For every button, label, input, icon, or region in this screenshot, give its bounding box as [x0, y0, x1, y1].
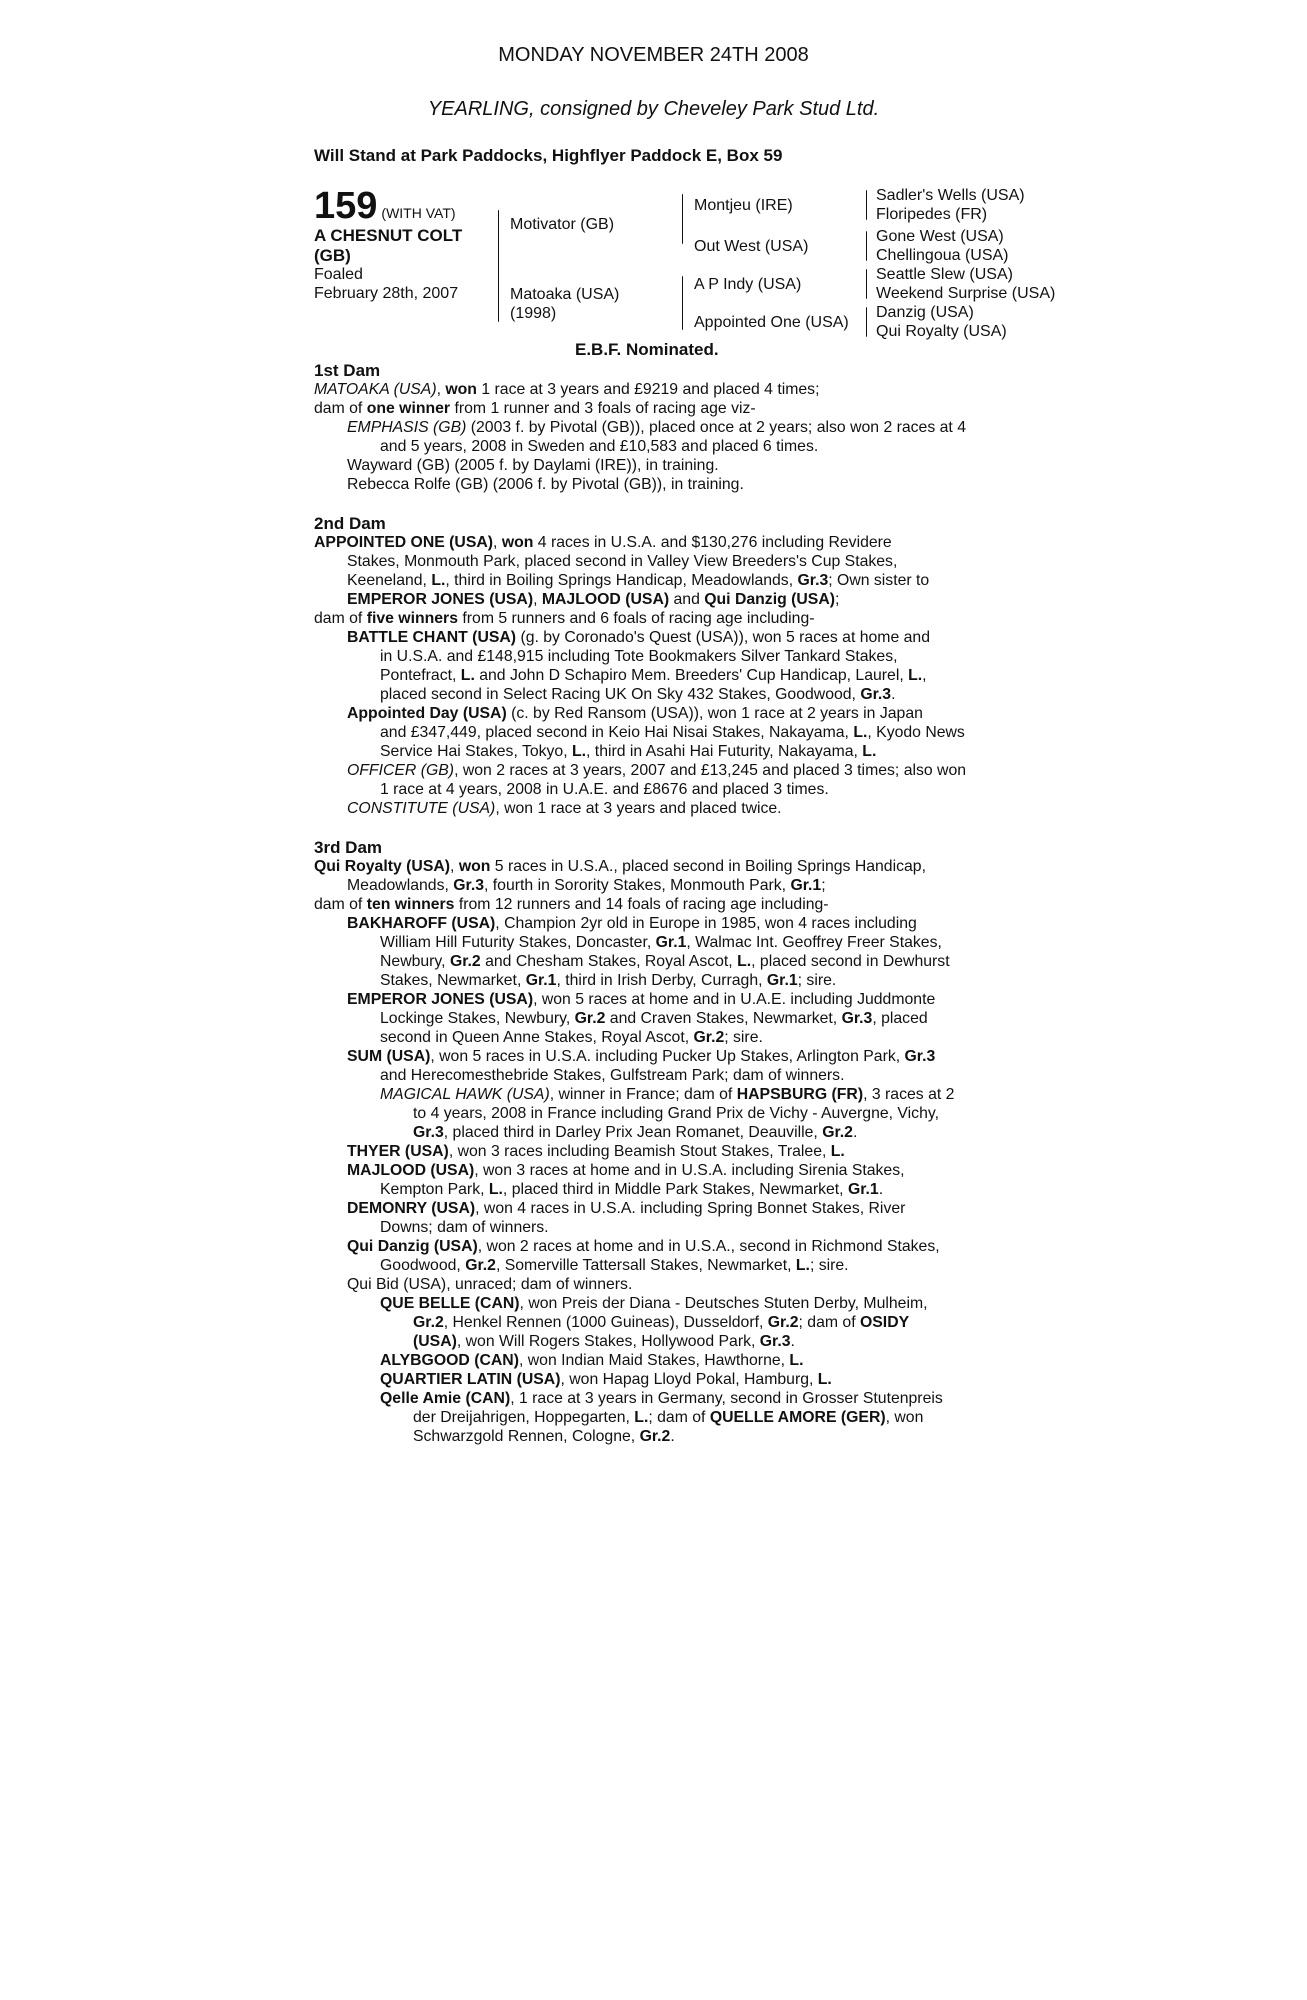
- lot-description-2: (GB): [314, 246, 351, 265]
- brace-g3: [866, 269, 867, 299]
- first-dam-line: [347, 475, 744, 494]
- pedigree-g8: Qui Royalty (USA): [876, 323, 1007, 340]
- ebf-note: E.B.F. Nominated.: [575, 340, 719, 359]
- third-dam-line: Qui Danzig (USA), won 2 races at home and in U.S.A., second in Richmond Stakes,: [347, 1238, 940, 1255]
- brace-parents: [498, 210, 499, 322]
- third-dam-line: and Herecomesthebride Stakes, Gulfstream Park; dam of winners.: [380, 1067, 845, 1084]
- third-dam-line: Meadowlands, Gr.3, fourth in Sorority Stakes, Monmouth Park, Gr.1;: [347, 877, 826, 894]
- third-dam-line: Schwarzgold Rennen, Cologne, Gr.2.: [413, 1428, 675, 1445]
- consignor-line: YEARLING, consigned by Cheveley Park Stud Ltd.: [427, 98, 880, 120]
- second-dam-line: in U.S.A. and £148,915 including Tote Bookmakers Silver Tankard Stakes,: [380, 648, 898, 665]
- first-dam-title: 1st Dam: [314, 361, 381, 380]
- third-dam-line: Newbury, Gr.2 and Chesham Stakes, Royal Ascot, L., placed second in Dewhurst: [380, 953, 950, 970]
- third-dam-line: der Dreijahrigen, Hoppegarten, L.; dam of QUELLE AMORE (GER), won: [413, 1409, 924, 1426]
- third-dam-line: MAGICAL HAWK (USA), winner in France; dam of HAPSBURG (FR), 3 races at 2: [380, 1086, 955, 1103]
- text: (2003 f. by Pivotal (GB)), placed once at 2 years; also won 2 races at 4: [466, 419, 966, 436]
- pedigree-g1: Sadler's Wells (USA): [876, 187, 1025, 204]
- third-dam-title: 3rd Dam: [314, 838, 383, 857]
- second-dam-line: EMPEROR JONES (USA), MAJLOOD (USA) and Qui Danzig (USA);: [347, 591, 840, 608]
- pedigree-sire: Motivator (GB): [510, 216, 615, 233]
- brace-dam-parents: [682, 276, 683, 330]
- brace-sire-parents: [682, 194, 683, 244]
- pedigree-sire-sire: Montjeu (IRE): [694, 197, 793, 214]
- second-dam-line: Service Hai Stakes, Tokyo, L., third in Asahi Hai Futurity, Nakayama, L.: [380, 743, 877, 760]
- second-dam-line: placed second in Select Racing UK On Sky 432 Stakes, Goodwood, Gr.3.: [380, 686, 896, 703]
- third-dam-line: dam of ten winners from 12 runners and 14 foals of racing age including-: [314, 896, 829, 913]
- text-bold: won: [445, 381, 477, 398]
- second-dam-line: Stakes, Monmouth Park, placed second in Valley View Breeders's Cup Stakes,: [347, 553, 898, 570]
- third-dam-line: William Hill Futurity Stakes, Doncaster, Gr.1, Walmac Int. Geoffrey Freer Stakes,: [380, 934, 942, 951]
- second-dam-line: OFFICER (GB), won 2 races at 3 years, 2007 and £13,245 and placed 3 times; also won: [347, 762, 967, 779]
- second-dam-line: and £347,449, placed second in Keio Hai Nisai Stakes, Nakayama, L., Kyodo News: [380, 724, 965, 741]
- pedigree-g6: Weekend Surprise (USA): [876, 285, 1056, 302]
- second-dam-line: 1 race at 4 years, 2008 in U.A.E. and £8676 and placed 3 times.: [380, 781, 829, 798]
- third-dam-line: SUM (USA), won 5 races in U.S.A. including Pucker Up Stakes, Arlington Park, Gr.3: [347, 1048, 936, 1065]
- third-dam-line: ALYBGOOD (CAN), won Indian Maid Stakes, Hawthorne, L.: [380, 1352, 804, 1369]
- sale-date: MONDAY NOVEMBER 24TH 2008: [498, 44, 809, 66]
- third-dam-line: (USA), won Will Rogers Stakes, Hollywood Park, Gr.3.: [413, 1333, 795, 1350]
- pedigree-dam-sire: A P Indy (USA): [694, 276, 802, 293]
- third-dam-line: Stakes, Newmarket, Gr.1, third in Irish Derby, Curragh, Gr.1; sire.: [380, 972, 837, 989]
- pedigree-dam-year: (1998): [510, 305, 557, 322]
- pedigree-g5: Seattle Slew (USA): [876, 266, 1013, 283]
- text: ,: [436, 381, 446, 398]
- text-bold: one winner: [366, 400, 451, 417]
- second-dam-line: Keeneland, L., third in Boiling Springs Handicap, Meadowlands, Gr.3; Own sister to: [347, 572, 930, 589]
- second-dam-line: Pontefract, L. and John D Schapiro Mem. Breeders' Cup Handicap, Laurel, L.,: [380, 667, 927, 684]
- lot-description-1: A CHESNUT COLT: [314, 226, 463, 245]
- text: dam of: [314, 400, 367, 417]
- third-dam-line: QUE BELLE (CAN), won Preis der Diana - Deutsches Stuten Derby, Mulheim,: [380, 1295, 928, 1312]
- text: and 5 years, 2008 in Sweden and £10,583 and placed 6 times.: [380, 438, 819, 455]
- dam-name: MATOAKA (USA): [314, 381, 437, 398]
- text: Rebecca Rolfe (GB) (2006 f. by Pivotal (GB)), in training.: [347, 476, 744, 493]
- text: Wayward (GB) (2005 f. by Daylami (IRE)), in training.: [347, 457, 719, 474]
- first-dam-line: [314, 380, 819, 399]
- third-dam-line: Kempton Park, L., placed third in Middle Park Stakes, Newmarket, Gr.1.: [380, 1181, 884, 1198]
- pedigree-sire-dam: Out West (USA): [694, 238, 809, 255]
- third-dam-line: MAJLOOD (USA), won 3 races at home and in U.S.A. including Sirenia Stakes,: [347, 1162, 905, 1179]
- second-dam-line: Appointed Day (USA) (c. by Red Ransom (USA)), won 1 race at 2 years in Japan: [347, 705, 923, 722]
- second-dam-line: APPOINTED ONE (USA), won 4 races in U.S.A. and $130,276 including Revidere: [314, 534, 892, 551]
- vat-note: (WITH VAT): [381, 205, 456, 221]
- third-dam-line: Qelle Amie (CAN), 1 race at 3 years in Germany, second in Grosser Stutenpreis: [380, 1390, 943, 1407]
- third-dam-line: Qui Bid (USA), unraced; dam of winners.: [347, 1276, 633, 1293]
- brace-g2: [866, 231, 867, 261]
- third-dam-line: Gr.2, Henkel Rennen (1000 Guineas), Dusseldorf, Gr.2; dam of OSIDY: [413, 1314, 910, 1331]
- first-dam-line: [380, 437, 818, 456]
- third-dam-line: Goodwood, Gr.2, Somerville Tattersall Stakes, Newmarket, L.; sire.: [380, 1257, 849, 1274]
- foaled-date: February 28th, 2007: [314, 285, 459, 302]
- third-dam-line: Downs; dam of winners.: [380, 1219, 549, 1236]
- second-dam-line: CONSTITUTE (USA), won 1 race at 3 years and placed twice.: [347, 800, 782, 817]
- pedigree-g3: Gone West (USA): [876, 228, 1004, 245]
- pedigree-g2: Floripedes (FR): [876, 206, 988, 223]
- third-dam-line: DEMONRY (USA), won 4 races in U.S.A. including Spring Bonnet Stakes, River: [347, 1200, 906, 1217]
- third-dam-line: EMPEROR JONES (USA), won 5 races at home and in U.A.E. including Juddmonte: [347, 991, 936, 1008]
- third-dam-line: Gr.3, placed third in Darley Prix Jean Romanet, Deauville, Gr.2.: [413, 1124, 858, 1141]
- second-dam-line: BATTLE CHANT (USA) (g. by Coronado's Quest (USA)), won 5 races at home and: [347, 629, 930, 646]
- third-dam-line: BAKHAROFF (USA), Champion 2yr old in Europe in 1985, won 4 races including: [347, 915, 917, 932]
- third-dam-line: to 4 years, 2008 in France including Grand Prix de Vichy - Auvergne, Vichy,: [413, 1105, 939, 1122]
- pedigree-g7: Danzig (USA): [876, 304, 974, 321]
- pedigree-dam-dam: Appointed One (USA): [694, 314, 849, 331]
- brace-g4: [866, 307, 867, 337]
- progeny-name: EMPHASIS (GB): [347, 419, 467, 436]
- third-dam-line: Lockinge Stakes, Newbury, Gr.2 and Craven Stakes, Newmarket, Gr.3, placed: [380, 1010, 928, 1027]
- text: 1 race at 3 years and £9219 and placed 4 times;: [476, 381, 820, 398]
- pedigree-g4: Chellingoua (USA): [876, 247, 1009, 264]
- third-dam-line: QUARTIER LATIN (USA), won Hapag Lloyd Pokal, Hamburg, L.: [380, 1371, 832, 1388]
- brace-g1: [866, 190, 867, 220]
- lot-number-value: 159: [314, 185, 378, 227]
- third-dam-line: THYER (USA), won 3 races including Beamish Stout Stakes, Tralee, L.: [347, 1143, 845, 1160]
- text: from 1 runner and 3 foals of racing age viz-: [450, 400, 756, 417]
- second-dam-title: 2nd Dam: [314, 514, 386, 533]
- first-dam-line: [347, 456, 719, 475]
- second-dam-line: dam of five winners from 5 runners and 6 foals of racing age including-: [314, 610, 815, 627]
- third-dam-line: second in Queen Anne Stakes, Royal Ascot, Gr.2; sire.: [380, 1029, 763, 1046]
- foaled-label: Foaled: [314, 266, 363, 283]
- first-dam-line: [314, 399, 756, 418]
- location-line: Will Stand at Park Paddocks, Highflyer Paddock E, Box 59: [314, 146, 783, 165]
- pedigree-dam: Matoaka (USA): [510, 286, 620, 303]
- first-dam-line: [347, 418, 966, 437]
- third-dam-line: Qui Royalty (USA), won 5 races in U.S.A., placed second in Boiling Springs Handicap,: [314, 858, 926, 875]
